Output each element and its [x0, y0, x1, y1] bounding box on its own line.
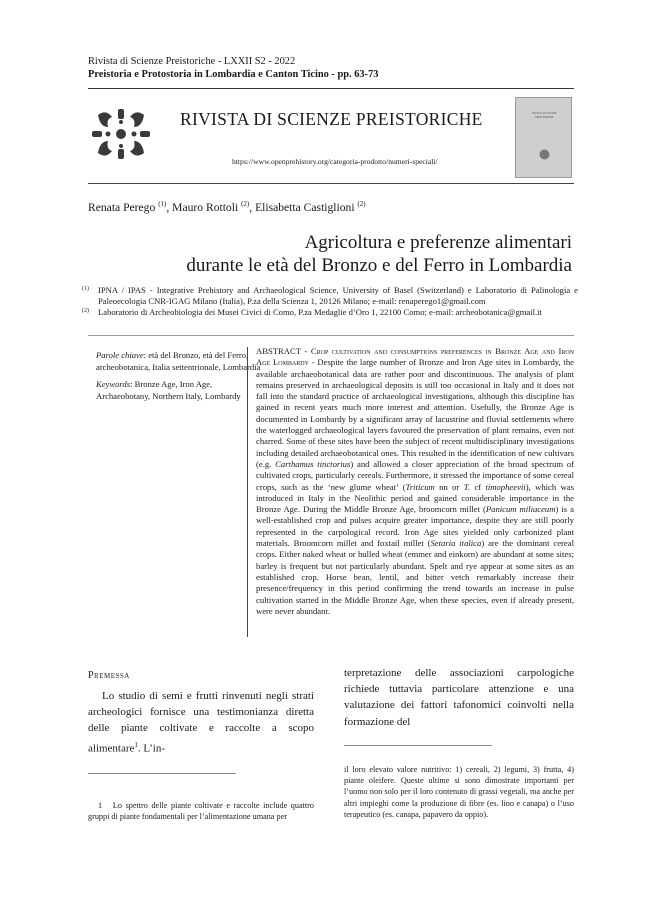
species-name: timopheevii: [485, 481, 526, 492]
abstract-body: - Despite the large number of Bronze and Iron Age sites in Lombardy, the available archaeobotanical data are rather poor and discontinuous. The analysis of plant remains preserved in archaeological deposits is still too occasional in Italy and it does not fall into the standard practice of archaeological investigations, although this discipline has gained in recent years much more interest and attention. Usefully, the Bronze Age is documented in Lombardy by a significant array of lacustrine and fluvial settlements where the waterlogged archaeological layers favoured the preservation of plant remains, even not charred. Some of these sites have been the subject of recent multidisciplinary investigations including detailed archaeobotanical ones. This resulted in the identification of new cultivars (e.g.: [256, 357, 574, 469]
author-name: Elisabetta Castiglioni: [255, 200, 355, 214]
paragraph-text: Lo studio di semi e frutti rinvenuti negli strati archeologici fornisce una testimonianza diretta delle piante coltivate e raccolte a scopo alimentare: [88, 690, 314, 755]
author-list: Renata Perego $^{(1)}$, Mauro Rottoli $^{(2)}$, Elisabetta Castiglioni $^{(2)}$: [88, 200, 366, 214]
species-name: T.: [463, 481, 471, 492]
abstract-body: ) are the dominant cereal crops. Either naked wheat or hulled wheat (emmer and einkorn) are abundant at some sites; barley is frequent but not particularly abundant. Spelt and rye appear at some sites as an established crop. Horse bean, lentil, and bitter vetch remarkably increase their presence/frequency in this period confirming the trend towards an increase in pulse cultivation started in the Middle Bronze Age, when these species, even if already present, were never abundant.: [256, 538, 574, 616]
journal-issue-line: Rivista di Scienze Preistoriche - LXXII S2 - 2022: [88, 56, 296, 67]
journal-logo-icon: [88, 105, 154, 163]
footnote-rule-right: [344, 745, 492, 746]
affiliation-1: [82, 285, 578, 307]
affiliation-text: IPNA / IPAS - Integrative Prehistory and Archaeological Science, University of Basel (Switzerland) e Laboratorio di Palinologia e Paleoecologia CNR-IGAG Milano (Italia), P.za della Scienza 1, 20126 Milano; e-mail: renaperego1@gmail.com: [98, 285, 578, 306]
affiliation-number: (2): [82, 308, 89, 314]
footnote-rule-left: [88, 773, 236, 774]
footnote-ref[interactable]: 1: [134, 740, 138, 749]
keywords-label: Keywords: [96, 379, 131, 389]
series-title-line: Preistoria e Protostoria in Lombardia e Canton Ticino - pp. 63-73: [88, 69, 379, 80]
article-title-line1: Agricoltura e preferenze alimentari: [304, 232, 572, 253]
abstract-body: cf: [470, 481, 486, 492]
divider-before-abstract: [88, 335, 574, 336]
abstract-body: ), which was introduced in Italy in the Neolithic period and gained considerable importance in the Bronze Age. During the Middle Bronze Age, broomcorn millet (: [256, 481, 574, 515]
cover-title-line2: PREISTORICHE: [535, 116, 554, 119]
keywords-italian: [96, 349, 266, 373]
paragraph-text: . L’in-: [137, 742, 166, 755]
abstract-body: ) and allowed a closer appreciation of the broad spectrum of cultivated crops, particularly cereals. Furthermore, it stressed the importance of some cereal crops, such as the ‘new glume wheat’ (: [256, 458, 575, 492]
journal-name: RIVISTA DI SCIENZE PREISTORICHE: [180, 109, 483, 129]
abstract-body: ) is a well-established crop and pulses acquire greater importance, despite they are still poorly represented in the carpological record. Iron Age sites yielded only carbonized plant materials. Broomcorn millet and foxtail millet (: [256, 504, 574, 549]
body-paragraph-left: [88, 688, 314, 756]
abstract-text: [256, 346, 574, 617]
author-affil-ref: (2): [357, 200, 366, 208]
keywords-text: : età del Bronzo, età del Ferro, archeobotanica, Italia settentrionale, Lombardia: [96, 350, 261, 372]
affiliation-number: (1): [82, 286, 89, 292]
keywords-label: Parole chiave: [96, 350, 144, 360]
keywords-block: [96, 349, 266, 407]
article-title-line2: durante le età del Bronzo e del Ferro in Lombardia: [186, 255, 572, 276]
author-name: Renata Perego: [88, 200, 156, 214]
cover-title-line1: RIVISTA DI SCIENZE: [532, 112, 557, 115]
footnote-number: 1: [98, 801, 103, 810]
species-name: Setaria italica: [430, 538, 482, 549]
author-affil-ref: (2): [241, 200, 250, 208]
cover-emblem-icon: [538, 148, 551, 161]
journal-cover-thumbnail: [515, 97, 572, 178]
footnote-1-continued: il loro elevato valore nutritivo: 1) cereali, 2) legumi, 3) frutta, 4) piante oleifere. Queste ultime si sono dimostrate importanti per l’uomo non solo per il loro contenuto di grassi vegetali, ma anche per altri impieghi come la produzione di fibre (es. lino e canapa) o l’uso terapeutico (es. canapa, papavero da oppio).: [344, 765, 574, 819]
species-name: Carthamus tinctorius: [275, 458, 351, 469]
journal-url-link[interactable]: https://www.openprehistory.org/categoria-prodotto/numeri-speciali/: [232, 157, 438, 166]
author-name: Mauro Rottoli: [172, 200, 239, 214]
footnote-1: [88, 800, 314, 822]
abstract-divider: [247, 347, 248, 637]
body-paragraph-right: terpretazione delle associazioni carpologiche richiede tuttavia particolare attenzione e una valutazione dei fattori tafonomici coinvolti nella formazione del: [344, 667, 574, 728]
species-name: Panicum miliaceum: [485, 504, 556, 515]
section-heading: Premessa: [88, 670, 130, 681]
keywords-english: [96, 378, 266, 402]
keywords-text: : Bronze Age, Iron Age, Archaeobotany, Northern Italy, Lombardy: [96, 379, 241, 401]
species-name: Triticum: [405, 481, 435, 492]
abstract-heading: Crop cultivation and consumptions preferences in Bronze Age and Iron Age Lombardy: [256, 346, 574, 368]
abstract-label: ABSTRACT -: [256, 346, 311, 356]
header-rule-top: [88, 88, 574, 89]
abstract-body: nn or: [434, 481, 464, 492]
affiliation-text: Laboratorio di Archeobiologia dei Musei Civici di Como, P.za Medaglie d’Oro 1, 22100 Como; e-mail: archeobotanica@gmail.it: [98, 307, 542, 317]
author-affil-ref: (1): [158, 200, 167, 208]
footnote-text: Lo spettro delle piante coltivate e raccolte include quattro gruppi di piante fondamentali per l’alimentazione umana per: [88, 801, 314, 822]
header-rule-bottom: [88, 183, 574, 184]
affiliation-2: [82, 307, 578, 318]
